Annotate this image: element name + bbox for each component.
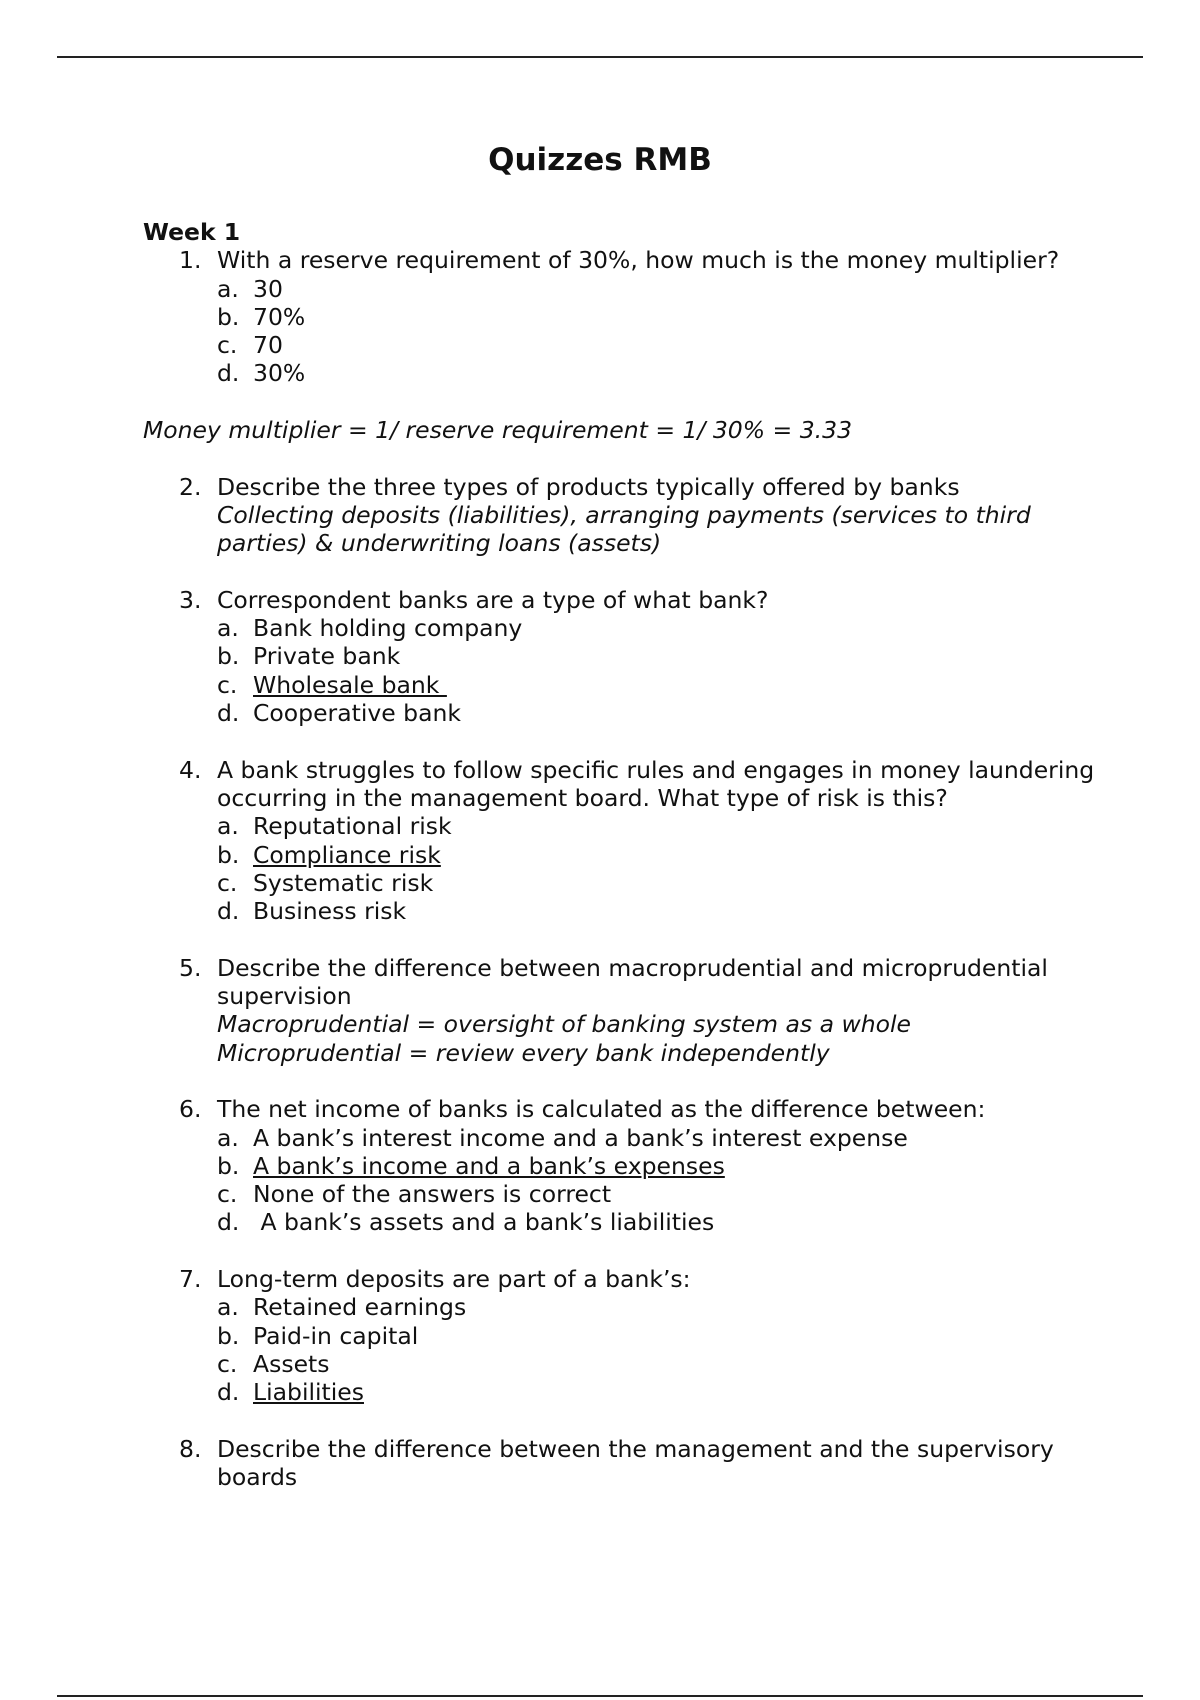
question-text: Describe the difference between macroprudential and microprudential supervision: [217, 953, 1048, 1011]
question-text: Correspondent banks are a type of what bank?: [217, 585, 769, 614]
correct-option-text: Compliance risk: [253, 840, 441, 869]
question-number: 2.: [179, 472, 202, 501]
option-text: Assets: [253, 1349, 330, 1378]
question-number: 5.: [179, 953, 202, 982]
option-letter: d.: [217, 1208, 240, 1237]
option-4d: [143, 897, 1103, 925]
option-letter: c.: [217, 1180, 238, 1209]
page-title: Quizzes RMB: [488, 142, 712, 178]
option-3b: [143, 642, 1103, 670]
option-3a: [143, 614, 1103, 642]
option-letter: c.: [217, 331, 238, 360]
option-text: Systematic risk: [253, 868, 434, 897]
option-text: Cooperative bank: [253, 699, 462, 728]
option-text: Private bank: [253, 642, 401, 671]
option-7a: [143, 1293, 1103, 1321]
option-letter: b.: [217, 642, 240, 671]
correct-option-text: A bank’s income and a bank’s expenses: [253, 1151, 725, 1180]
option-letter: a.: [217, 812, 239, 841]
correct-option-text: Wholesale bank: [253, 670, 447, 699]
option-text: A bank’s assets and a bank’s liabilities: [253, 1208, 715, 1237]
option-letter: a.: [217, 274, 239, 303]
option-6b: [143, 1152, 1103, 1180]
option-6a: [143, 1124, 1103, 1152]
question-text: Describe the three types of products typically offered by banks: [217, 472, 960, 501]
option-3c: [143, 671, 1103, 699]
option-letter: c.: [217, 670, 238, 699]
option-text: Bank holding company: [253, 614, 523, 643]
question-4: [143, 756, 1103, 813]
option-letter: d.: [217, 897, 240, 926]
question-5: [143, 954, 1103, 1011]
option-text: 30%: [253, 359, 306, 388]
question-8: [143, 1435, 1103, 1492]
option-text: Reputational risk: [253, 812, 452, 841]
question-number: 1.: [179, 246, 202, 275]
option-letter: d.: [217, 359, 240, 388]
question-text: A bank struggles to follow specific rules and engages in money laundering occurring in the management board. What type of risk is this?: [217, 755, 1095, 812]
option-3d: [143, 699, 1103, 727]
option-letter: c.: [217, 1349, 238, 1378]
option-7d: [143, 1378, 1103, 1406]
question-number: 7.: [179, 1264, 202, 1293]
question-6: [143, 1095, 1103, 1123]
option-1c: [143, 331, 1103, 359]
option-letter: d.: [217, 699, 240, 728]
option-text: None of the answers is correct: [253, 1180, 612, 1209]
option-text: Retained earnings: [253, 1293, 467, 1322]
option-4b: [143, 841, 1103, 869]
option-text: Paid-in capital: [253, 1321, 419, 1350]
option-letter: c.: [217, 868, 238, 897]
option-letter: a.: [217, 614, 239, 643]
question-text: Describe the difference between the management and the supervisory boards: [217, 1434, 1054, 1492]
option-text: 70%: [253, 302, 306, 331]
option-letter: d.: [217, 1378, 240, 1407]
question-text: Long-term deposits are part of a bank’s:: [217, 1264, 691, 1293]
question-7: [143, 1265, 1103, 1293]
question-text: The net income of banks is calculated as the difference between:: [217, 1095, 986, 1124]
question-text: With a reserve requirement of 30%, how much is the money multiplier?: [217, 246, 1060, 275]
question-number: 6.: [179, 1095, 202, 1124]
question-number: 4.: [179, 755, 202, 784]
answer-text: Macroprudential = oversight of banking system as a whole: [217, 1010, 911, 1039]
option-6d: [143, 1208, 1103, 1236]
question-3: [143, 586, 1103, 614]
option-text: A bank’s interest income and a bank’s interest expense: [253, 1123, 908, 1152]
option-4c: [143, 869, 1103, 897]
option-1d: [143, 359, 1103, 387]
option-letter: b.: [217, 1151, 240, 1180]
answer-text: Microprudential = review every bank independently: [217, 1038, 830, 1067]
option-letter: b.: [217, 1321, 240, 1350]
answer-text: Collecting deposits (liabilities), arranging payments (services to third parties) & underwriting loans (assets): [217, 500, 1031, 558]
option-1b: [143, 303, 1103, 331]
option-1a: [143, 275, 1103, 303]
option-7c: [143, 1350, 1103, 1378]
option-letter: b.: [217, 840, 240, 869]
question-1: [143, 246, 1103, 274]
option-text: 70: [253, 331, 283, 360]
option-letter: a.: [217, 1123, 239, 1152]
option-text: 30: [253, 274, 283, 303]
footer-rule: [57, 1695, 1143, 1697]
correct-option-text: Liabilities: [253, 1378, 364, 1407]
question-2: [143, 473, 1103, 501]
option-7b: [143, 1322, 1103, 1350]
question-number: 8.: [179, 1434, 202, 1463]
formula-note: Money multiplier = 1/ reserve requirement = 1/ 30% = 3.33: [143, 416, 853, 445]
week-heading: Week 1: [143, 218, 241, 246]
option-6c: [143, 1180, 1103, 1208]
document-body: [143, 218, 1103, 1491]
header-rule: [57, 56, 1143, 58]
option-letter: a.: [217, 1293, 239, 1322]
option-letter: b.: [217, 302, 240, 331]
option-4a: [143, 812, 1103, 840]
question-number: 3.: [179, 585, 202, 614]
option-text: Business risk: [253, 897, 407, 926]
